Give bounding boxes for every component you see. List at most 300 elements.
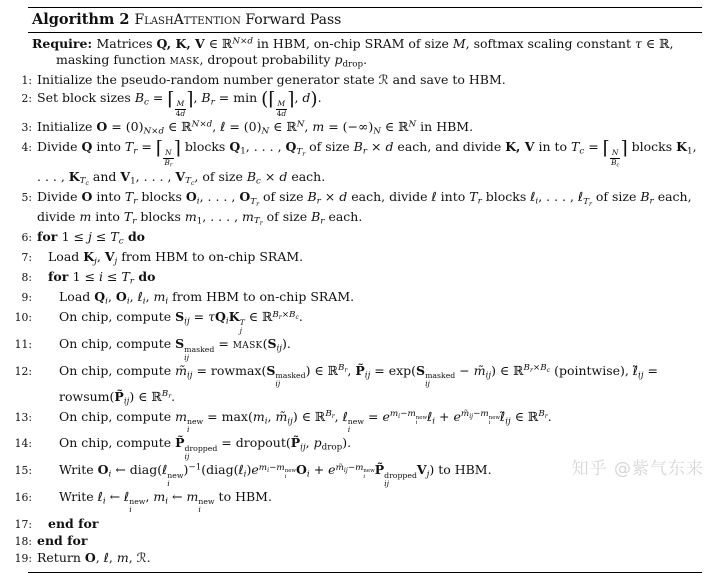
text-run: r [168, 393, 172, 400]
text-run: do [123, 229, 146, 245]
line-content [37, 363, 702, 408]
stack-subscript [167, 480, 169, 488]
text-run: . [298, 309, 303, 325]
line-number: 5: [21, 191, 32, 205]
text-run: , [294, 89, 303, 105]
text-run: Q, K, V [156, 36, 205, 51]
text-run: i [432, 416, 436, 427]
text-run: ∈ ℝ [269, 119, 297, 135]
text-run: B [289, 309, 296, 320]
stack-subscript [240, 327, 242, 335]
text-run: each, divide ℓ into [347, 189, 470, 205]
text-run: Write ℓ [59, 488, 103, 504]
text-run: τ [634, 36, 642, 51]
superscript [335, 462, 375, 480]
text-run: 4 [276, 108, 282, 118]
text-run: of size [305, 139, 354, 155]
line-number: 13: [14, 410, 32, 424]
text-run: S [175, 309, 185, 325]
text-run: i [196, 196, 200, 207]
text-run: ← ℓ [105, 488, 130, 504]
text-run: . [317, 89, 322, 105]
text-run: into [92, 189, 125, 205]
text-run: r [362, 146, 368, 157]
subscript [80, 176, 89, 186]
text-run: m [153, 289, 166, 305]
text-run: m [186, 488, 199, 504]
text-run: B [201, 89, 211, 105]
text-run: B [246, 168, 257, 184]
text-run: ⌈ [602, 138, 610, 160]
superscript [538, 409, 547, 419]
sub-sup-stack [187, 418, 203, 434]
text-run: On chip, compute [59, 309, 176, 325]
text-run: from HBM to on-chip SRAM. [117, 249, 304, 265]
algorithm-line-11 [8, 336, 702, 362]
text-run: P̃ [355, 362, 365, 378]
text-run: B [640, 189, 650, 205]
text-run: ( [261, 88, 269, 110]
text-run: e [382, 408, 390, 424]
text-run: × [367, 139, 386, 155]
stack-subscript [187, 426, 189, 434]
text-run: . [171, 388, 176, 404]
text-run: new [488, 414, 501, 421]
text-run: ∈ ℝ [204, 36, 233, 51]
line-number: 7: [21, 251, 32, 265]
algorithm-line-5 [8, 189, 702, 228]
text-run: mask [232, 336, 263, 352]
text-run: c [256, 176, 261, 187]
text-run: j [88, 229, 92, 245]
text-run: i [347, 425, 351, 435]
text-run: ⌈ [268, 88, 276, 110]
superscript [258, 462, 297, 480]
text-run: Require: [32, 36, 97, 51]
text-run: i [126, 296, 130, 307]
text-run: masked [425, 371, 456, 381]
text-run: r [331, 413, 335, 421]
text-run: = max( [203, 408, 253, 424]
text-run: , [145, 488, 154, 504]
text-run: K [228, 309, 240, 325]
text-run: B [164, 158, 170, 168]
text-run: − [455, 362, 474, 378]
line-content [37, 72, 702, 88]
text-run: − [473, 409, 481, 420]
text-run: m [312, 119, 325, 135]
stack-subscript [185, 453, 190, 461]
text-run: ← [168, 488, 187, 504]
text-run: 1 [687, 146, 693, 157]
text-run: d [158, 126, 165, 137]
text-run: B [538, 409, 545, 420]
text-run: for [37, 229, 62, 245]
text-run: i [198, 505, 201, 515]
stack-subscript [416, 421, 418, 427]
algorithm-line-3 [8, 119, 702, 138]
text-run: N [373, 126, 381, 137]
text-run: ij [364, 370, 371, 381]
line-content [37, 119, 702, 138]
text-run: masked [184, 344, 215, 354]
text-run: ij [485, 370, 492, 381]
text-run: ij [638, 370, 644, 381]
stack-subscript [425, 380, 430, 388]
text-run: ≤ [91, 229, 111, 245]
text-run: ⌉ [620, 138, 628, 160]
line-number: 12: [14, 364, 32, 378]
text-run: T [185, 176, 191, 187]
sub-sup-stack [275, 372, 305, 388]
text-run: , [267, 408, 276, 424]
text-run: ≤ [103, 269, 122, 285]
subscript [373, 127, 381, 137]
text-run: m [252, 408, 265, 424]
sub-sup-stack [363, 469, 374, 480]
fraction-denominator [277, 110, 287, 119]
stack-superscript [384, 472, 417, 480]
text-run: − [269, 462, 277, 473]
text-run: ) [246, 462, 252, 478]
text-run: T [583, 196, 589, 207]
text-run: , [347, 362, 356, 378]
text-run: r [210, 97, 215, 108]
text-run: end for [37, 532, 88, 548]
line-content [37, 533, 702, 549]
subscript [616, 163, 619, 169]
text-run: i [167, 478, 170, 488]
sub-sup-stack [416, 416, 427, 427]
text-run: in to [534, 139, 571, 155]
text-run: r [259, 220, 263, 228]
text-run: ⌉ [173, 138, 181, 160]
text-run: On chip, compute [59, 336, 176, 352]
text-run: ← diag(ℓ [111, 462, 168, 478]
superscript [192, 120, 213, 130]
text-run: = [148, 89, 168, 105]
line-content [37, 289, 702, 308]
line-number: 11: [14, 338, 32, 352]
text-run: d [206, 119, 213, 130]
algorithm-title-rest: Forward Pass [240, 12, 342, 28]
text-run: dropped [184, 443, 218, 453]
text-run: from HBM to on-chip SRAM. [168, 289, 355, 305]
text-run: ij [425, 379, 430, 389]
text-run: 1 ≤ [61, 229, 89, 245]
algorithm-line-10 [8, 309, 702, 335]
text-run: ij [384, 478, 389, 488]
text-run: r [132, 216, 137, 227]
text-run: T [253, 216, 260, 227]
text-run: d [385, 139, 394, 155]
text-run: c [546, 367, 551, 375]
text-run: O [96, 119, 108, 135]
text-run: r [529, 367, 533, 375]
sub-sup-stack [489, 416, 500, 427]
text-run: i [264, 416, 268, 427]
text-run: m [258, 462, 268, 473]
text-run: m̃ [275, 408, 288, 424]
subscript [296, 147, 305, 157]
text-run: − [400, 409, 408, 420]
stack-superscript [185, 445, 218, 453]
text-run: r [278, 313, 282, 321]
subscript [322, 443, 343, 453]
subscript [250, 197, 259, 207]
stack-subscript [489, 421, 491, 427]
text-run: blocks ℓ [481, 189, 536, 205]
text-run: Initialize the pseudo-random number generator state ℛ and save to HBM. [37, 72, 506, 88]
text-run: ∈ ℝ [510, 408, 539, 424]
text-run: Write [59, 462, 98, 478]
text-run: . [547, 408, 552, 424]
text-run: m̃ [460, 409, 470, 420]
text-run: ij [287, 416, 293, 427]
text-run: m̃ [473, 362, 486, 378]
text-run: ) [310, 88, 318, 110]
sub-sup-stack [184, 346, 214, 362]
text-run: N [611, 148, 619, 158]
text-run: ⌉ [287, 88, 295, 110]
text-run: new [363, 468, 375, 475]
text-run: ⌈ [155, 138, 164, 160]
text-run: i [105, 296, 108, 307]
text-run: i [535, 196, 539, 207]
watermark: 知乎 @紫气东来 [571, 459, 704, 479]
text-run: each, divide [37, 189, 692, 224]
text-run: ) [183, 462, 189, 478]
text-run: × [320, 189, 340, 205]
text-run: , [304, 119, 313, 135]
text-run: B [311, 208, 321, 224]
superscript [524, 363, 551, 373]
text-run: N [191, 119, 200, 130]
text-run: d [281, 108, 287, 118]
text-run: m [480, 409, 489, 420]
text-run: Q [81, 139, 93, 155]
text-run: K [68, 168, 80, 184]
text-run: = rowmax( [192, 362, 267, 378]
text-run: K, V [505, 139, 535, 155]
text-run: T [239, 317, 245, 327]
text-run: d [180, 108, 186, 118]
text-run: , . . . , ℓ [538, 189, 584, 205]
text-run: ∈ ℝ, masking function [56, 36, 674, 68]
text-run: , [96, 249, 105, 265]
text-run: into [92, 139, 125, 155]
text-run: , softmax scaling constant [465, 36, 635, 51]
text-run: N [165, 148, 172, 158]
algorithm-line-16 [8, 489, 702, 515]
text-run: −1 [188, 462, 202, 473]
text-run: in HBM. [416, 119, 474, 135]
text-run: each. [287, 168, 326, 184]
text-run: c [85, 180, 89, 188]
text-run: S [266, 362, 276, 378]
text-run: × [281, 309, 290, 320]
text-run: m [276, 462, 285, 473]
fraction [276, 100, 288, 118]
text-run: P̃ [374, 462, 385, 478]
sub-sup-stack [384, 472, 417, 488]
text-run: B [353, 139, 363, 155]
text-run: , ℓ [334, 408, 348, 424]
line-number: 1: [21, 74, 32, 88]
text-run: to HBM. [214, 488, 272, 504]
text-run: m̃ [335, 462, 344, 473]
text-run: = [364, 408, 383, 424]
text-run: mask [169, 52, 200, 68]
line-content [8, 36, 702, 71]
text-run: T [121, 269, 130, 285]
line-number: 10: [14, 311, 32, 325]
text-run: = [137, 139, 156, 155]
text-run: d [339, 189, 348, 205]
text-run: in HBM, on-chip SRAM of size [252, 36, 453, 51]
text-run: ij [186, 370, 193, 381]
text-run: O [115, 289, 127, 305]
text-run: , dropout probability [199, 52, 335, 68]
line-number: 2: [21, 91, 32, 105]
line-number: 15: [14, 464, 32, 478]
text-run: ij [276, 343, 283, 354]
text-run: new [347, 417, 365, 427]
text-run: = [214, 336, 233, 352]
text-run: T [296, 146, 303, 157]
text-run: into [91, 208, 124, 224]
line-number: 16: [14, 490, 32, 504]
stack-subscript [363, 475, 365, 481]
superscript [338, 363, 347, 373]
superscript [389, 409, 428, 427]
text-run: , ℓ, [95, 550, 117, 566]
text-run: ) ∈ ℝ [305, 362, 339, 378]
algorithm-line-2 [8, 90, 702, 118]
text-run: ) ∈ ℝ [491, 362, 524, 378]
superscript [162, 389, 171, 399]
text-run: blocks [627, 139, 677, 155]
text-run: × [532, 363, 541, 374]
text-run: ). [342, 435, 352, 451]
text-run: 1 [130, 176, 136, 187]
text-run: ij [184, 316, 190, 327]
text-run: i [284, 473, 287, 480]
subscript [254, 216, 263, 226]
sub-sup-stack [198, 498, 214, 514]
line-content [37, 90, 702, 118]
algorithm-line-12 [8, 363, 702, 408]
text-run: N [296, 119, 305, 130]
text-run: r [316, 196, 321, 207]
text-run: T [469, 189, 478, 205]
text-run: ij [505, 416, 511, 427]
text-run: of size [591, 189, 641, 205]
superscript [272, 310, 299, 320]
text-run: B [272, 309, 279, 320]
superscript [188, 463, 201, 473]
text-run: , of size [194, 168, 247, 184]
text-run: dropped [384, 470, 417, 480]
text-run: each. [324, 208, 363, 224]
text-run: O [81, 189, 93, 205]
line-number: 6: [21, 231, 32, 245]
text-run: new [129, 497, 146, 507]
text-run: (diag(ℓ [201, 462, 244, 478]
text-run: T [124, 189, 134, 205]
sub-sup-stack [167, 472, 183, 488]
line-number: 14: [14, 437, 32, 451]
text-run: for [48, 269, 73, 285]
algorithm-line-17 [8, 516, 702, 532]
text-run: e [328, 462, 336, 478]
text-run: i [102, 496, 106, 507]
text-run: masked [275, 371, 306, 381]
text-run: d [247, 36, 253, 47]
text-run: ij [469, 413, 474, 421]
text-run: N [408, 119, 417, 130]
text-run: Return [37, 550, 85, 566]
text-run: r [169, 162, 173, 169]
text-run: V [104, 249, 115, 265]
text-run: d [279, 168, 288, 184]
text-run: , [145, 289, 154, 305]
algorithm-title [8, 8, 702, 32]
line-number: 19: [14, 552, 32, 566]
text-run: i [129, 505, 132, 515]
text-run: i [398, 413, 401, 421]
text-run: m [355, 462, 364, 473]
text-run: ij [275, 379, 281, 389]
text-run: Initialize [37, 119, 97, 135]
text-run: Q [285, 139, 297, 155]
text-run: N [261, 126, 270, 137]
text-run: p [334, 52, 343, 68]
text-run: , . . . , [135, 168, 176, 184]
algorithm-line-4 [8, 139, 702, 188]
stack-subscript [384, 480, 389, 488]
text-run: O [97, 462, 109, 478]
text-run: ). [282, 336, 291, 352]
text-run: r [544, 413, 548, 421]
text-run: m [116, 550, 129, 566]
text-run: M [176, 98, 185, 108]
text-run: + [309, 462, 329, 478]
fraction-denominator [164, 159, 172, 169]
algorithm-number: Algorithm 2 [32, 11, 135, 28]
text-run: Divide [37, 139, 82, 155]
subscript [583, 197, 592, 207]
text-run: r [133, 196, 138, 207]
text-run: ij [300, 442, 306, 453]
text-run: blocks [180, 139, 230, 155]
algorithm-line-13 [8, 409, 702, 435]
text-run: ℓ̃ [500, 408, 506, 424]
text-run: j [94, 256, 97, 267]
sub-sup-stack [185, 445, 218, 461]
line-content [37, 189, 702, 228]
text-run: T [250, 196, 257, 207]
text-run: c [579, 146, 585, 157]
text-run: = [584, 139, 603, 155]
line-number: 9: [21, 291, 32, 305]
line-content [37, 409, 702, 435]
text-run: , . . . , [245, 139, 286, 155]
text-run: , . . . , [37, 139, 697, 184]
fraction-denominator [611, 159, 619, 169]
text-run: i [488, 420, 491, 427]
text-run: Q [229, 139, 241, 155]
